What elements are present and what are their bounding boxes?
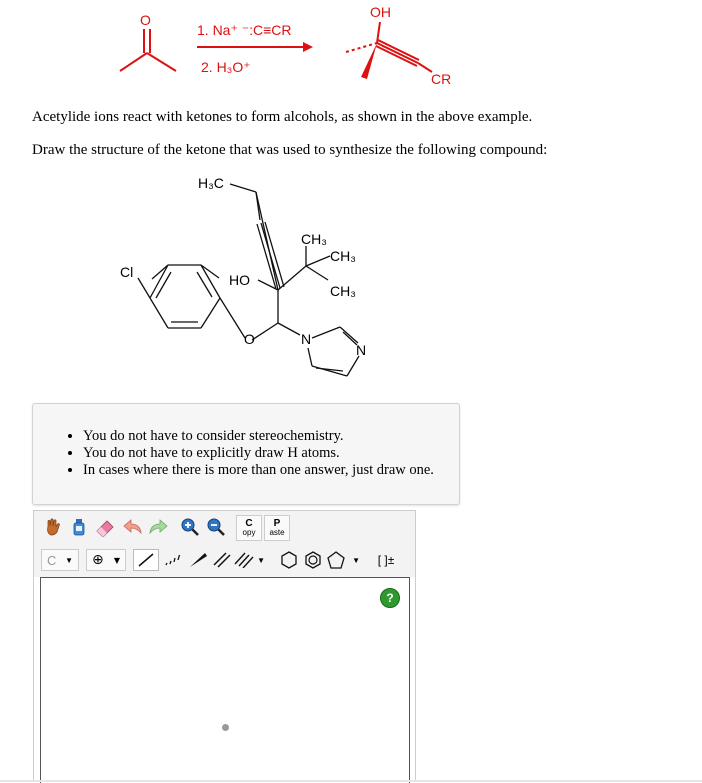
eraser-bottle-button[interactable] bbox=[67, 515, 91, 539]
product-oh-label: OH bbox=[370, 4, 391, 20]
double-bond-icon bbox=[212, 552, 232, 568]
reaction-scheme bbox=[0, 0, 702, 100]
hint-item: • You do not have to consider stereochemistry. bbox=[83, 428, 434, 445]
mol-label-n1: N bbox=[301, 331, 312, 347]
cyclopentane-button[interactable] bbox=[326, 549, 364, 571]
paste-label-top: P bbox=[273, 518, 281, 529]
chevron-down-icon: ▼ bbox=[113, 555, 120, 565]
eraser-button[interactable] bbox=[93, 515, 117, 539]
reagent-step-1: 1. Na⁺ ⁻:C≡CR bbox=[197, 22, 292, 38]
mol-label-ch3-right: CH₃ bbox=[330, 248, 356, 264]
hints-list bbox=[33, 428, 434, 479]
zoom-out-button[interactable] bbox=[204, 515, 228, 539]
hash-bond-button[interactable] bbox=[161, 549, 185, 571]
redo-button[interactable] bbox=[146, 515, 170, 539]
double-bond-button[interactable] bbox=[210, 549, 234, 571]
carbon-atom-label: C bbox=[47, 552, 57, 568]
hash-bond-icon bbox=[163, 552, 183, 568]
chevron-down-icon: ▼ bbox=[352, 555, 360, 565]
undo-icon bbox=[122, 517, 144, 537]
acetone-structure bbox=[120, 29, 176, 71]
paste-label-bottom: aste bbox=[269, 528, 285, 537]
clear-bottle-icon bbox=[69, 517, 89, 537]
reagent-step-2: 2. H₃O⁺ bbox=[201, 59, 251, 75]
paste-button[interactable] bbox=[264, 515, 290, 541]
help-button[interactable] bbox=[380, 588, 400, 608]
product-cr-label: CR bbox=[431, 71, 452, 87]
eraser-icon bbox=[94, 517, 116, 537]
zoom-in-button[interactable] bbox=[178, 515, 202, 539]
single-bond-icon bbox=[137, 552, 155, 568]
structure-editor bbox=[33, 510, 416, 782]
hints-box bbox=[32, 403, 460, 505]
triple-bond-button[interactable] bbox=[233, 549, 269, 571]
acetone-oxygen: O bbox=[140, 12, 151, 28]
cyclohexane-button[interactable] bbox=[278, 549, 300, 571]
single-bond-button[interactable] bbox=[133, 549, 159, 571]
hand-tool-button[interactable] bbox=[41, 515, 65, 539]
wedge-bond-icon bbox=[188, 552, 208, 568]
reaction-arrowhead bbox=[303, 42, 313, 52]
hint-item: • In cases where there is more than one answer, just draw one. bbox=[83, 462, 434, 479]
charge-button[interactable] bbox=[86, 549, 126, 571]
question-line-2: Draw the structure of the ketone that was used to synthesize the following compound: bbox=[32, 142, 548, 158]
carbon-atom-button[interactable] bbox=[41, 549, 79, 571]
zoom-out-icon bbox=[206, 517, 226, 537]
target-molecule bbox=[100, 170, 400, 390]
benzene-icon bbox=[304, 551, 322, 569]
benzene-button[interactable] bbox=[302, 549, 324, 571]
chevron-down-icon: ▼ bbox=[257, 555, 265, 565]
redo-icon bbox=[147, 517, 169, 537]
mol-label-n2: N bbox=[356, 342, 367, 358]
mol-label-ho: HO bbox=[229, 272, 250, 288]
drawing-canvas[interactable] bbox=[40, 577, 410, 783]
copy-label-bottom: opy bbox=[242, 528, 256, 537]
cyclopentane-icon bbox=[326, 551, 346, 569]
wedge-bond-button[interactable] bbox=[186, 549, 210, 571]
undo-button[interactable] bbox=[121, 515, 145, 539]
hand-icon bbox=[43, 517, 63, 537]
copy-button[interactable] bbox=[236, 515, 262, 541]
mol-label-ch3-top: CH₃ bbox=[301, 231, 327, 247]
mol-label-h3c: H₃C bbox=[198, 175, 224, 191]
help-icon: ? bbox=[386, 591, 394, 605]
charge-plus-icon: ⊕ bbox=[92, 552, 104, 568]
copy-label-top: C bbox=[245, 518, 253, 529]
question-line-1: Acetylide ions react with ketones to form alcohols, as shown in the above example. bbox=[32, 109, 533, 125]
hint-item: • You do not have to explicitly draw H atoms. bbox=[83, 445, 434, 462]
zoom-in-icon bbox=[180, 517, 200, 537]
chevron-down-icon: ▼ bbox=[65, 555, 73, 565]
product-structure bbox=[346, 22, 432, 72]
triple-bond-icon bbox=[233, 552, 255, 568]
mol-label-o: O bbox=[244, 331, 255, 347]
canvas-center-dot bbox=[222, 724, 229, 731]
wedge-bond bbox=[361, 43, 377, 79]
mol-label-ch3-bottom: CH₃ bbox=[330, 283, 356, 299]
cyclohexane-icon bbox=[280, 551, 298, 569]
bracket-icon: [ ]± bbox=[377, 553, 395, 567]
mol-label-cl: Cl bbox=[120, 264, 134, 280]
bracket-charge-button[interactable] bbox=[372, 549, 400, 571]
